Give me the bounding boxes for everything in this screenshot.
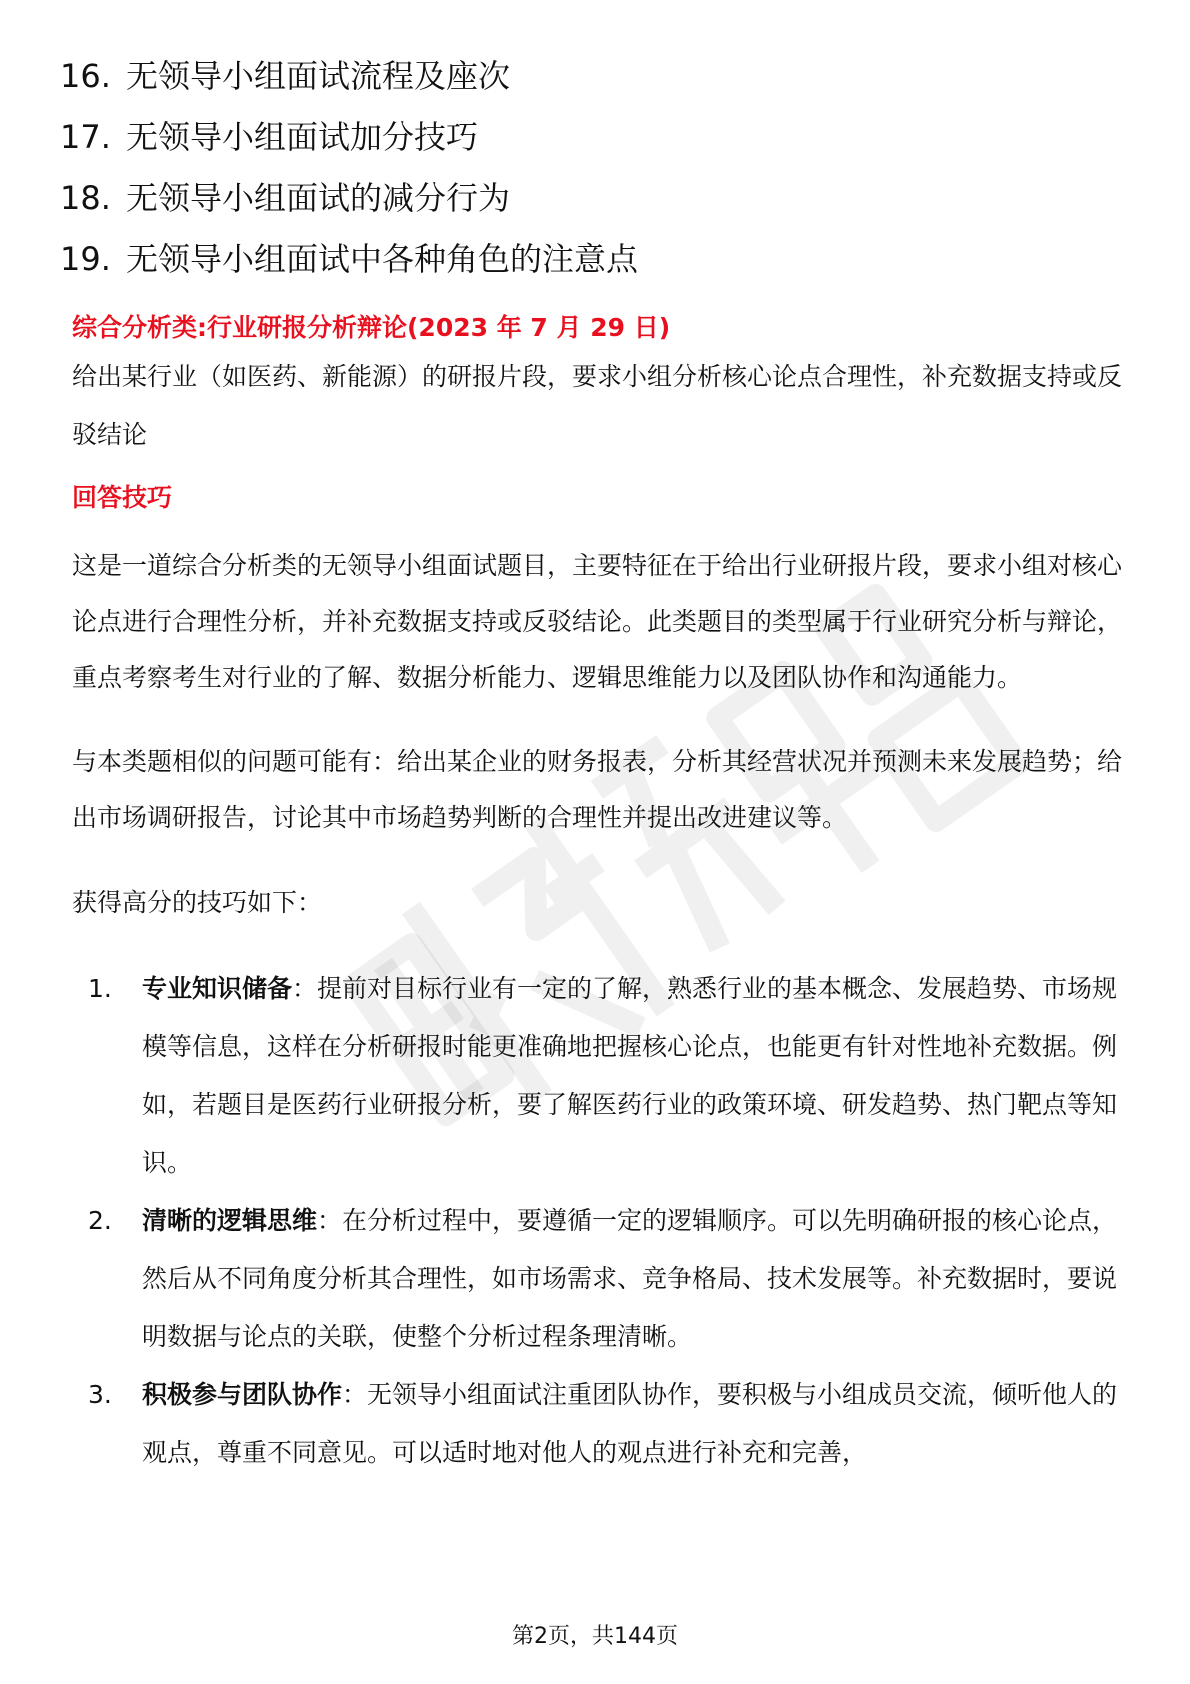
tip-title: 清晰的逻辑思维	[142, 1206, 318, 1235]
toc-item[interactable]	[60, 107, 1120, 168]
tip-title: 专业知识储备	[142, 974, 293, 1003]
section-title: 综合分析类:行业研报分析辩论(2023 年 7 月 29 日)	[72, 313, 671, 342]
toc-item[interactable]	[60, 168, 1120, 229]
tip-text: ：在分析过程中，要遵循一定的逻辑顺序。可以先明确研报的核心论点，然后从不同角度分析其合理性，如市场需求、竞争格局、技术发展等。补充数据时，要说明数据与论点的关联，使整个分析过程条理清晰。	[142, 1206, 1118, 1351]
similar-questions-paragraph: 与本类题相似的问题可能有：给出某企业的财务报表，分析其经营状况并预测未来发展趋势；给出市场调研报告，讨论其中市场趋势判断的合理性并提出改进建议等。	[72, 747, 1123, 832]
toc-item[interactable]	[60, 46, 1120, 107]
list-item	[72, 1192, 1122, 1366]
tips-intro: 获得高分的技巧如下：	[72, 888, 323, 917]
toc-item-text: 无领导小组面试中各种角色的注意点	[126, 240, 639, 278]
toc-item-text: 无领导小组面试加分技巧	[126, 118, 479, 156]
tip-title: 积极参与团队协作	[142, 1380, 343, 1409]
tips-list	[72, 960, 1122, 1482]
tip-text: ：提前对目标行业有一定的了解，熟悉行业的基本概念、发展趋势、市场规模等信息，这样在分析研报时能更准确地把握核心论点，也能更有针对性地补充数据。例如，若题目是医药行业研报分析，要了解医药行业的政策环境、研发趋势、热门靶点等知识。	[142, 974, 1118, 1177]
list-item	[72, 1366, 1122, 1482]
question-text: 给出某行业（如医药、新能源）的研报片段，要求小组分析核心论点合理性，补充数据支持或反驳结论	[72, 362, 1123, 449]
toc-item-number: 19.	[60, 240, 111, 278]
answer-tips-heading: 回答技巧	[72, 483, 173, 512]
toc-item-text: 无领导小组面试流程及座次	[126, 57, 511, 95]
analysis-paragraph: 这是一道综合分析类的无领导小组面试题目，主要特征在于给出行业研报片段，要求小组对核心论点进行合理性分析，并补充数据支持或反驳结论。此类题目的类型属于行业研究分析与辩论，重点考察考生对行业的了解、数据分析能力、逻辑思维能力以及团队协作和沟通能力。	[72, 551, 1123, 692]
page-number-footer: 第2页，共144页	[512, 1624, 678, 1649]
tip-text: ：无领导小组面试注重团队协作，要积极与小组成员交流，倾听他人的观点，尊重不同意见。可以适时地对他人的观点进行补充和完善，	[142, 1380, 1118, 1467]
toc-item-number: 17.	[60, 118, 111, 156]
toc-item-number: 16.	[60, 57, 111, 95]
list-item	[72, 960, 1122, 1192]
list-item-number: 1.	[88, 974, 112, 1003]
table-of-contents	[60, 46, 1120, 290]
toc-item-number: 18.	[60, 179, 111, 217]
toc-item[interactable]	[60, 229, 1120, 290]
main-content	[72, 308, 1122, 1482]
toc-item-text: 无领导小组面试的减分行为	[126, 179, 511, 217]
list-item-number: 3.	[88, 1380, 112, 1409]
list-item-number: 2.	[88, 1206, 112, 1235]
